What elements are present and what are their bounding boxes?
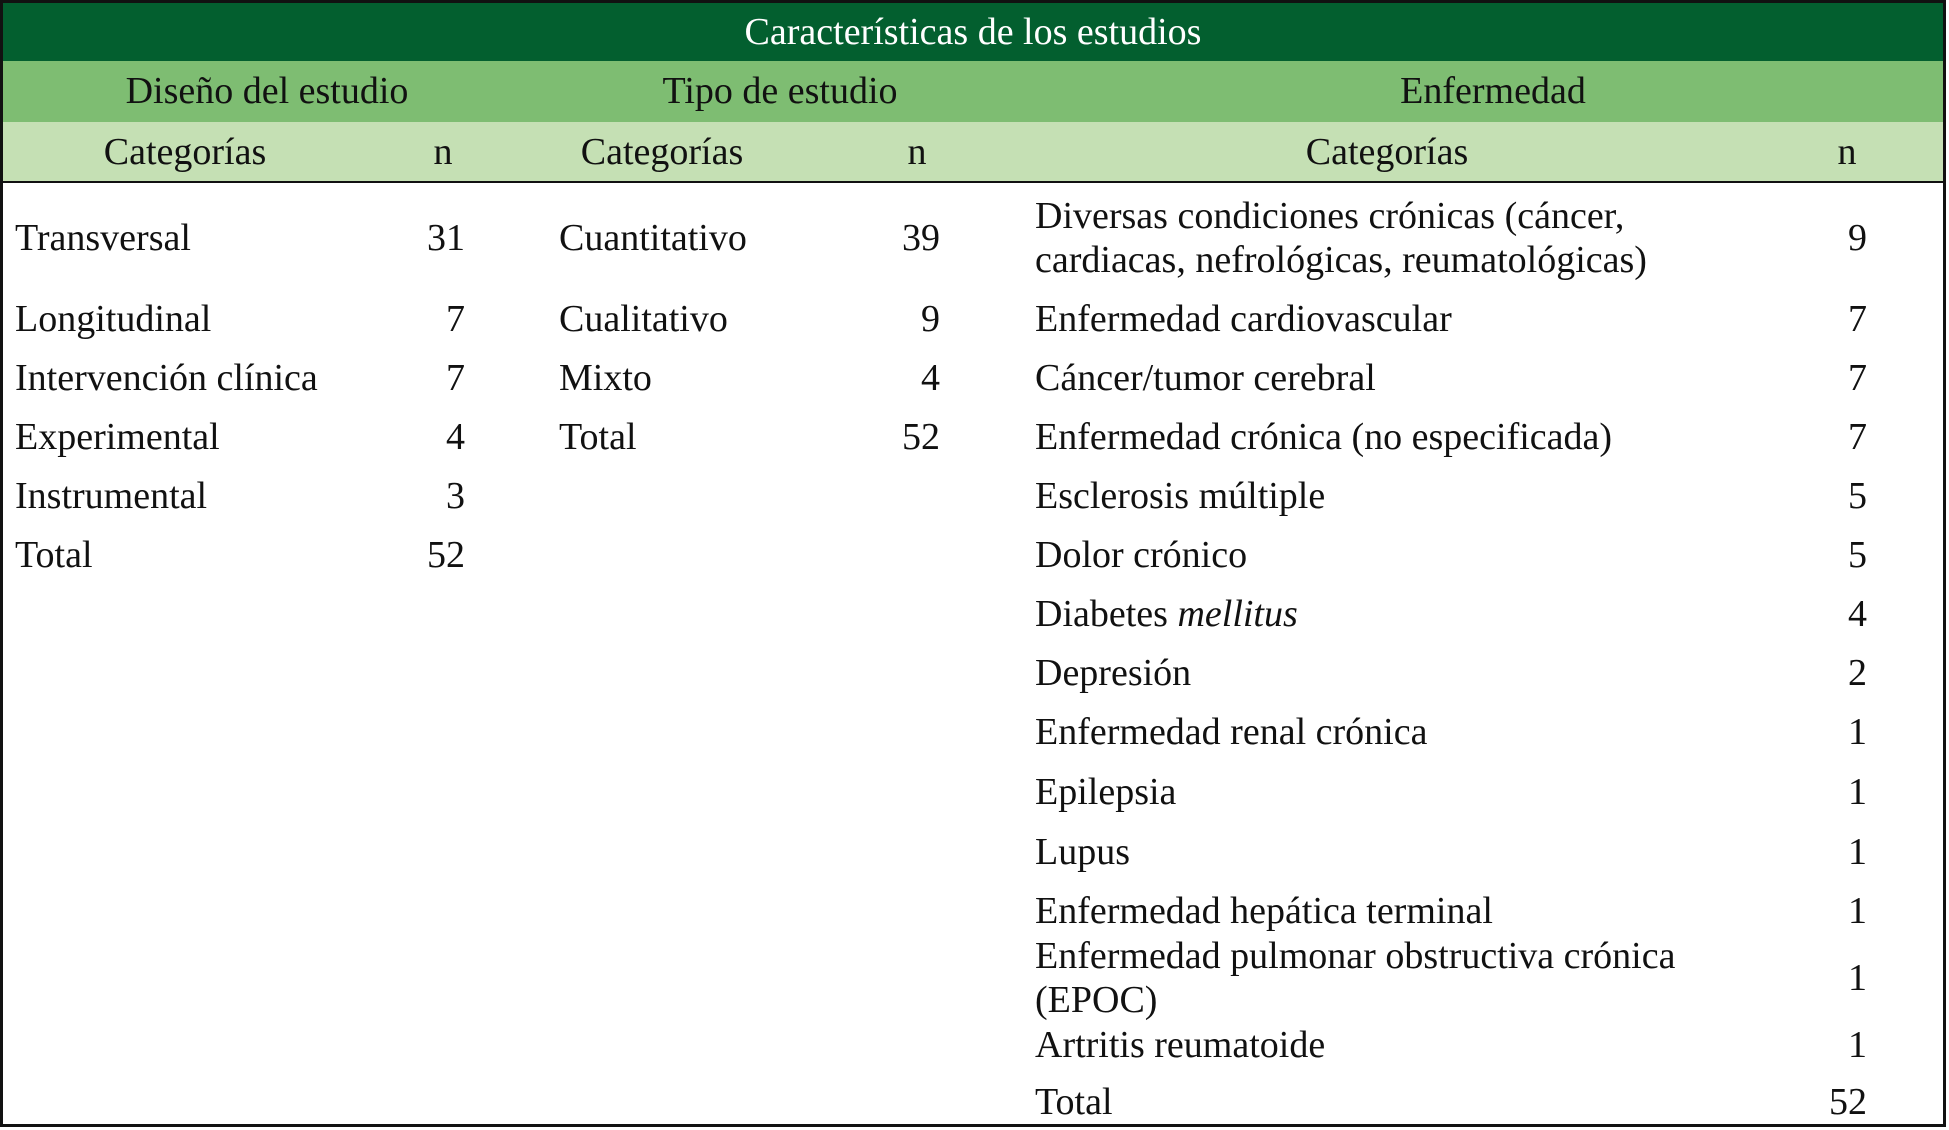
type-label: Cuantitativo (559, 217, 747, 259)
disease-label: Esclerosis múltiple (1035, 475, 1326, 517)
column-header-row (3, 122, 1943, 183)
disease-label: Epilepsia (1035, 771, 1177, 813)
disease-label: Enfermedad cardiovascular (1035, 298, 1452, 340)
disease-label: Enfermedad hepática terminal (1035, 890, 1493, 932)
disease-n-header: n (1837, 131, 1857, 173)
disease-count: 1 (1848, 957, 1867, 999)
disease-count: 7 (1848, 416, 1867, 458)
disease-label: Artritis reumatoide (1035, 1024, 1326, 1066)
disease-count: 2 (1848, 652, 1867, 694)
design-count: 7 (446, 357, 465, 399)
type-group-header: Tipo de estudio (662, 70, 898, 112)
disease-count: 1 (1848, 771, 1867, 813)
disease-count: 1 (1848, 890, 1867, 932)
disease-label: Diversas condiciones crónicas (cáncer, cardiacas, nefrológicas, reumatológicas) (1035, 195, 1647, 281)
type-count: 39 (902, 217, 940, 259)
disease-label: Enfermedad pulmonar obstructiva crónica (EPOC) (1035, 935, 1676, 1021)
disease-count: 5 (1848, 534, 1867, 576)
design-categories-header: Categorías (103, 131, 267, 173)
disease-label: Enfermedad renal crónica (1035, 711, 1428, 753)
disease-label: Lupus (1035, 831, 1130, 873)
design-label: Instrumental (15, 475, 208, 517)
disease-count: 1 (1848, 1024, 1867, 1066)
disease-label-plain: Diabetes (1035, 593, 1178, 635)
disease-count: 52 (1829, 1081, 1867, 1123)
disease-count: 1 (1848, 711, 1867, 753)
design-label: Total (15, 534, 93, 576)
design-label: Longitudinal (15, 298, 212, 340)
design-n-header: n (433, 131, 453, 173)
disease-categories-header: Categorías (1305, 131, 1469, 173)
disease-count: 7 (1848, 357, 1867, 399)
disease-label: Total (1035, 1081, 1113, 1123)
type-count: 4 (921, 357, 940, 399)
type-count: 9 (921, 298, 940, 340)
type-count: 52 (902, 416, 940, 458)
disease-count: 5 (1848, 475, 1867, 517)
design-label: Experimental (15, 416, 220, 458)
disease-count: 9 (1848, 217, 1867, 259)
design-count: 4 (446, 416, 465, 458)
type-label: Cualitativo (559, 298, 728, 340)
disease-label-italic: mellitus (1177, 593, 1298, 635)
disease-count: 1 (1848, 831, 1867, 873)
design-count: 52 (427, 534, 465, 576)
type-label: Total (559, 416, 637, 458)
table-title: Características de los estudios (3, 3, 1943, 61)
disease-count: 4 (1848, 593, 1867, 635)
disease-label: Enfermedad crónica (no especificada) (1035, 416, 1613, 458)
group-header-row (3, 61, 1943, 122)
design-group-header: Diseño del estudio (125, 70, 409, 112)
design-count: 7 (446, 298, 465, 340)
disease-label: Dolor crónico (1035, 534, 1248, 576)
type-n-header: n (907, 131, 927, 173)
design-count: 31 (427, 217, 465, 259)
design-count: 3 (446, 475, 465, 517)
disease-label: Depresión (1035, 652, 1192, 694)
disease-group-header: Enfermedad (1400, 70, 1586, 112)
design-label: Transversal (15, 217, 191, 259)
disease-label: Cáncer/tumor cerebral (1035, 357, 1376, 399)
type-categories-header: Categorías (580, 131, 744, 173)
design-label: Intervención clínica (15, 357, 318, 399)
disease-count: 7 (1848, 298, 1867, 340)
type-label: Mixto (559, 357, 652, 399)
